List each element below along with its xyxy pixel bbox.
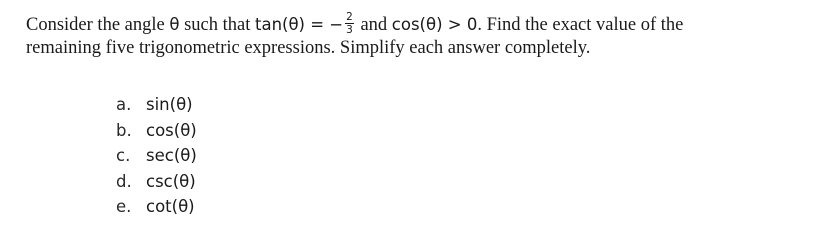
fraction-numerator: 2 <box>346 11 353 24</box>
problem-line-1 <box>26 11 806 37</box>
tan-fraction <box>345 12 354 35</box>
answer-expression: sin(θ) <box>146 95 193 114</box>
answer-expression: cot(θ) <box>146 197 195 216</box>
answer-letter: d. <box>116 171 132 191</box>
problem-text-3: and <box>355 15 392 35</box>
answer-list <box>116 92 197 220</box>
answer-item-d <box>116 169 197 195</box>
answer-expression: csc(θ) <box>146 171 196 191</box>
problem-statement <box>26 11 806 59</box>
problem-text-1: Consider the angle <box>26 15 170 35</box>
answer-letter: b. <box>116 120 132 140</box>
answer-letter: e. <box>116 197 132 216</box>
problem-text-2: such that <box>179 15 255 35</box>
answer-letter: c. <box>116 146 131 165</box>
cos-condition: cos(θ) > 0 <box>391 15 478 34</box>
answer-item-e <box>116 194 197 220</box>
answer-item-a <box>116 92 197 118</box>
answer-item-c <box>116 143 197 169</box>
tan-expression: tan(θ) = − <box>254 15 344 34</box>
answer-expression: cos(θ) <box>146 120 197 140</box>
theta-symbol: θ <box>169 15 180 34</box>
problem-text-4: . Find the exact value of the <box>477 15 684 35</box>
fraction-denominator: 3 <box>346 24 353 37</box>
answer-item-b <box>116 118 197 144</box>
answer-letter: a. <box>116 95 132 114</box>
problem-line-2: remaining five trigonometric expressions. Simplify each answer completely. <box>26 38 591 59</box>
answer-expression: sec(θ) <box>146 146 197 165</box>
